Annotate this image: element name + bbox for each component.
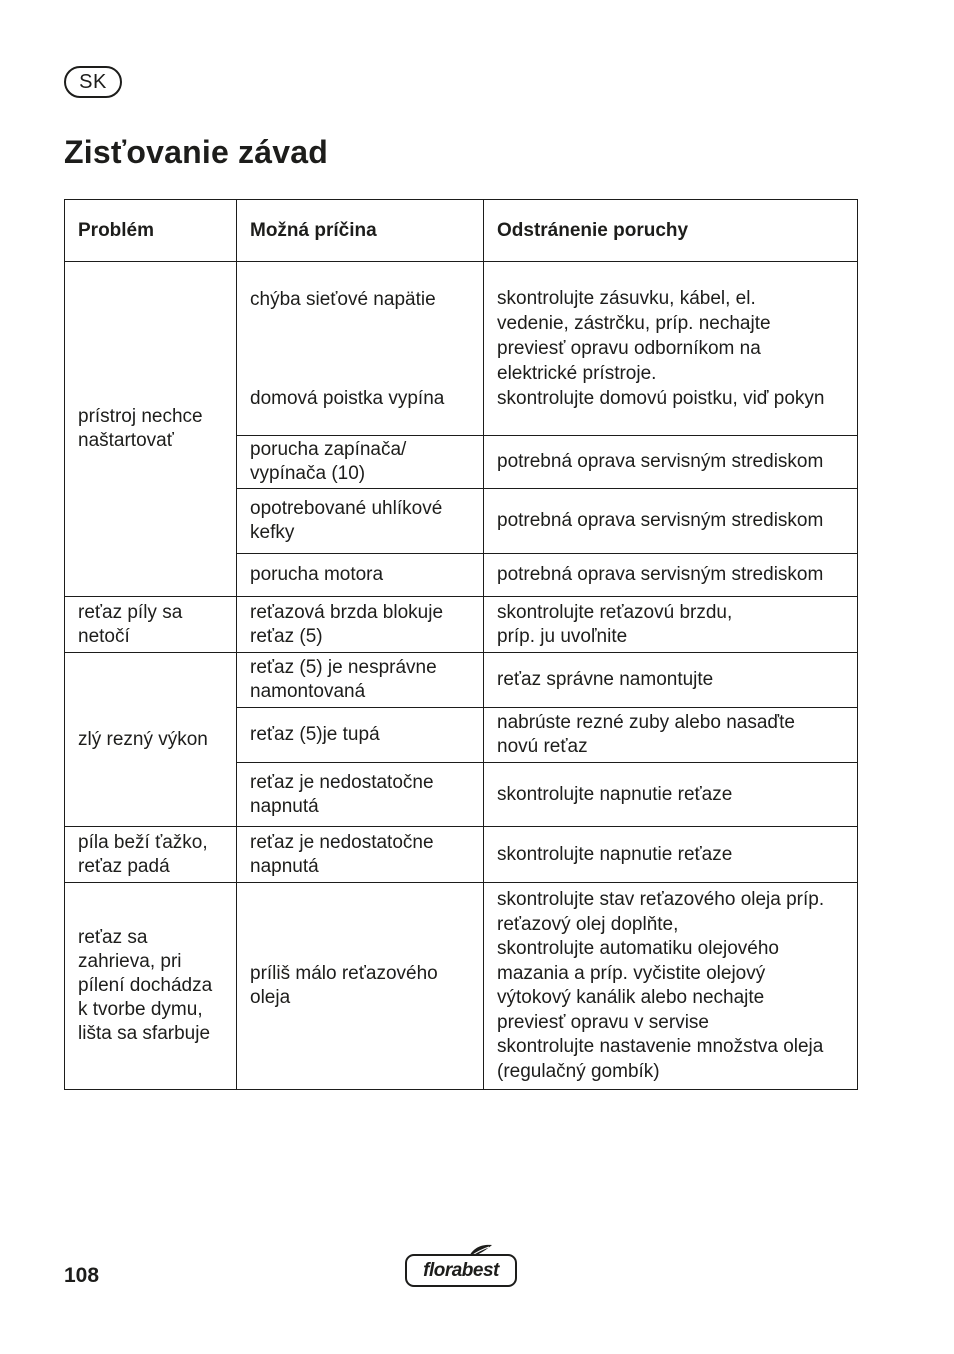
cause-cell: reťaz (5) je nesprávne namontovaná	[237, 653, 484, 708]
remedy-cell: skontrolujte reťazovú brzdu, príp. ju uvoľnite	[484, 597, 858, 653]
remedy-cell: skontrolujte napnutie reťaze	[484, 763, 858, 827]
header-problem: Problém	[65, 200, 237, 262]
cause-cell: porucha motora	[237, 554, 484, 597]
remedy-cell: potrebná oprava servisným strediskom	[484, 489, 858, 554]
cause-cell: príliš málo reťazového oleja	[237, 883, 484, 1090]
problem-cell: reťaz píly sa netočí	[65, 597, 237, 653]
header-remedy: Odstránenie poruchy	[484, 200, 858, 262]
table-header-row	[65, 200, 858, 262]
cause-cell: reťaz (5)je tupá	[237, 708, 484, 763]
header-cause: Možná príčina	[237, 200, 484, 262]
table-row	[65, 883, 858, 1090]
problem-cell: zlý rezný výkon	[65, 653, 237, 827]
remedy-cell: skontrolujte stav reťazového oleja príp. reťazový olej doplňte, skontrolujte automatiku olejového mazania a príp. vyčistite olejový výtokový kanálik alebo nechajte previesť opravu v servise skontrolujte nastavenie množstva oleja (regulačný gombík)	[484, 883, 858, 1090]
cause-cell	[237, 262, 484, 436]
remedy-cell: skontrolujte napnutie reťaze	[484, 827, 858, 883]
cause-cell: reťaz je nedostatočne napnutá	[237, 827, 484, 883]
cause-text: chýba sieťové napätie	[250, 289, 436, 310]
remedy-cell: potrebná oprava servisným strediskom	[484, 436, 858, 489]
problem-cell: prístroj nechce naštartovať	[65, 262, 237, 597]
brand-wordmark: florabest	[405, 1254, 517, 1287]
table-row	[65, 653, 858, 708]
language-badge: SK	[64, 66, 122, 98]
remedy-cell: potrebná oprava servisným strediskom	[484, 554, 858, 597]
remedy-cell: reťaz správne namontujte	[484, 653, 858, 708]
cause-cell: porucha zapínača/ vypínača (10)	[237, 436, 484, 489]
table-row	[65, 597, 858, 653]
page-number: 108	[64, 1264, 100, 1287]
problem-cell: reťaz sa zahrieva, pri pílení dochádza k tvorbe dymu, lišta sa sfarbuje	[65, 883, 237, 1090]
remedy-cell: skontrolujte zásuvku, kábel, el. vedenie, zástrčku, príp. nechajte previesť opravu odborníkom na elektrické prístroje. skontrolujte domovú poistku, viď pokyn	[484, 262, 858, 436]
problem-cell: píla beží ťažko, reťaz padá	[65, 827, 237, 883]
remedy-cell: nabrúste rezné zuby alebo nasaďte novú reťaz	[484, 708, 858, 763]
troubleshooting-table	[64, 199, 858, 1090]
cause-cell: reťazová brzda blokuje reťaz (5)	[237, 597, 484, 653]
cause-cell: opotrebované uhlíkové kefky	[237, 489, 484, 554]
florabest-logo	[405, 1244, 519, 1290]
page-title: Zisťovanie závad	[64, 134, 328, 170]
table-row	[65, 262, 858, 436]
table-row	[65, 827, 858, 883]
cause-text: domová poistka vypína	[250, 388, 445, 409]
cause-cell: reťaz je nedostatočne napnutá	[237, 763, 484, 827]
